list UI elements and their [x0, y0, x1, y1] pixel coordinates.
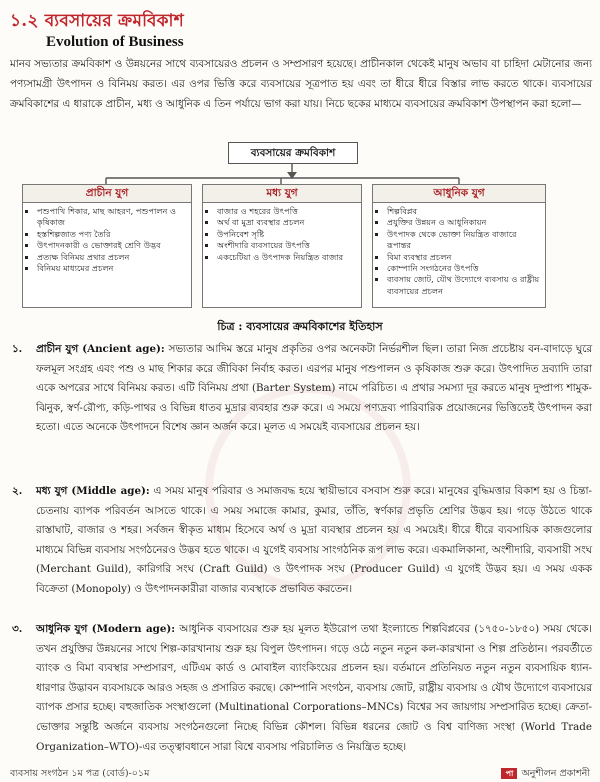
intro-paragraph: মানব সভ্যতার ক্রমবিকাশ ও উন্নয়নের সাথে ব্যবসায়েরও প্রচলন ও সম্প্রসারণ হয়েছে। প্রাচীনকাল থেকেই মানুষ অভাব বা চাহিদা মেটানোর জন্য পণ্যসামগ্রী উৎপাদন ও বিনিময় করত। এর ওপর ভিত্তি করে ব্যবসায়ের সূত্রপাত হয় এবং তা ধীরে ধীরে বিস্তার লাভ করতে থাকে। ব্যবসায়ের ক্রমবিকাশের এ ধারাকে প্রাচীন, মধ্য ও আধুনিক এ তিন পর্যায়ে ভাগ করা যায়। নিচে ছকের মাধ্যমে ব্যবসায়ের ক্রমবিকাশ উপস্থাপন করা হলো—: [10, 58, 592, 110]
entry-text: এ সময় মানুষ পরিবার ও সমাজবদ্ধ হয়ে স্থায়ীভাবে বসবাস শুরু করে। মানুষের বুদ্ধিমত্তার বিকাশ হয় ও চিন্তা-চেতনায় ব্যাপক পরিবর্তন আসতে থাকে। এ সময় সমাজে কামার, কুমার, তাঁতি, স্বর্ণকার প্রভৃতি শ্রেণির উদ্ভব হয়। গড়ে উঠতে থাকে রাস্তাঘাট, বাজার ও শহর। সর্বজন স্বীকৃত মাধ্যম হিসেবে অর্থ ও মুদ্রা ব্যবস্থার প্রচলন হয় এ সময়েই। ধীরে ধীরে ব্যবসায়িক কাজগুলোর মাধ্যমে বিভিন্ন ব্যবসায় সংগঠনেরও উদ্ভব হতে থাকে। এ যুগেই ব্যবসায় সাংগঠনিক রূপ লাভ করে। একমালিকানা, অংশীদারি, ব্যবসায়ী সংঘ (Merchant Guild), কারিগরি সংঘ (Craft Guild) ও উৎপাদক সংঘ (Producer Guild) এ যুগেই উদ্ভব হয়। এ সময় একক বিক্রেতা (Monopoly) ও উৎপাদনকারীরা বাজার ব্যবস্থাকে প্রভাবিত করতেন।: [36, 485, 592, 595]
section-subtitle: Evolution of Business: [46, 34, 184, 50]
page-footer: [10, 766, 590, 782]
caption-text: ব্যবসায়ের ক্রমবিকাশের ইতিহাস: [246, 320, 383, 333]
list-item: ▪ কোম্পানি সংগঠনের উৎপত্তি: [387, 263, 541, 274]
column-ancient-age: [22, 184, 192, 308]
section-title: ১.২ ব্যবসায়ের ক্রমবিকাশ: [10, 11, 184, 31]
entry-number: ১.: [12, 343, 23, 355]
list-item: ▪ উপনিবেশ সৃষ্টি: [217, 229, 357, 240]
evolution-diagram: [18, 134, 584, 314]
list-item: ▪ পশুপাখি শিকার, মাছ আহরণ, পশুপালন ও কৃষিকাজ: [37, 206, 187, 229]
list-item: ▪ উৎপাদনকারী ও ভোক্তারই শ্রেণি উদ্ভব: [37, 240, 187, 251]
column-title: আধুনিক যুগ: [373, 185, 545, 203]
entry-text: সভ্যতার আদিম স্তরে মানুষ প্রকৃতির ওপর অনেকটা নির্ভরশীল ছিল। তারা নিজ প্রচেষ্টায় বন-বাদাড়ে ঘুরে ফলমূল সংগ্রহ এবং পশু ও মাছ শিকার করে জীবিকা নির্বাহ করত। এরপর মানুষ পশুপালন ও কৃষিকাজ শুরু করে। উৎপাদিত দ্রব্যাদি তারা একে অপরের সাথে বিনিময় করত। এটি বিনিময় প্রথা (Barter System) নামে পরিচিত। এ প্রথার সমস্যা দূর করতে মানুষ দুষ্প্রাপ্য শামুক-ঝিনুক, স্বর্ণ-রৌপ্য, কড়ি-পাথর ও বিভিন্ন ধাতব মুদ্রার ব্যবহার শুরু করে। এ সময়ে পণ্যদ্রব্য পারিবারিক প্রয়োজনের ভিত্তিতেই উৎপাদন করা হতো। এতে অনেকে উৎপাদনে বিশেষ জ্ঞান অর্জন করে। মূলত এ সময়েই ব্যবসায়ের প্রচলন হয়।: [36, 343, 592, 434]
figure-caption: [0, 318, 600, 337]
list-item: ▪ বিনিময় মাধ্যমের প্রচলন: [37, 263, 187, 274]
footer-publisher: [501, 767, 590, 782]
column-title: মধ্য যুগ: [203, 185, 361, 203]
entry-number: ৩.: [12, 623, 23, 635]
list-item: ▪ বাজার ও শহরের উৎপত্তি: [217, 206, 357, 217]
list-entry-middle: [10, 482, 592, 620]
list-entry-modern: [10, 620, 592, 757]
entry-text: আধুনিক ব্যবসায়ের শুরু হয় মূলত ইউরোপ তথা ইংল্যান্ডে শিল্পবিপ্লবের (১৭৫০-১৮৫০) সময় থেকে। তখন প্রযুক্তির উন্নয়নের সাথে শিল্প-কারখানায় শুরু হয় বিপুল উৎপাদন। গড়ে ওঠে নতুন নতুন কল-কারখানা ও শিল্প প্রতিষ্ঠান। পরবর্তীতে ব্যাংক ও বিমা ব্যবস্থার সম্প্রসারণ, এটিএম কার্ড ও মোবাইল ব্যাংকিংয়ের প্রচলন হয়। বর্তমানে প্রতিনিয়ত নতুন নতুন ব্যবসায়িক ধ্যান-ধারণার উদ্ভাবন ব্যবসায়কে আরও সহজ ও প্রসারিত করছে। কোম্পানি সংগঠন, ব্যবসায় জোট, রাষ্ট্রীয় ব্যবসায় ও যৌথ উদ্যোগে ব্যবসায়ের ব্যাপক প্রসার হচ্ছে। বহুজাতিক সংস্থাগুলো (Multinational Corporations–MNCs) বিশ্বের সব জায়গায় সম্প্রসারিত হচ্ছে। ক্রেতা-ভোক্তার সন্তুষ্টি অর্জনে ব্যবসায় সংগঠনগুলো নিচ্ছে বিভিন্ন কৌশল। বিভিন্ন ধরনের জোট ও বিশ্ব বাণিজ্য সংস্থা (World Trade Organization–WTO)-এর তত্ত্বাবধানে সারা বিশ্বে ব্যবসায় পরিচালিত ও নিয়ন্ত্রিত হচ্ছে।: [36, 623, 592, 753]
list-item: ▪ প্রযুক্তির উন্নয়ন ও আধুনিকায়ন: [387, 217, 541, 228]
publisher-name: অনুশীলন প্রকাশনী: [521, 768, 590, 779]
list-item: ▪ প্রত্যক্ষ বিনিময় প্রথার প্রচলন: [37, 252, 187, 263]
list-item: ▪ অংশীদারি ব্যবসায়ের উৎপত্তি: [217, 240, 357, 251]
list-item: ▪ উৎপাদক থেকে ভোক্তা নিয়ন্ত্রিত বাজারে রূপান্তর: [387, 229, 541, 252]
list-item: ▪ ব্যবসায় জোট, যৌথ উদ্যোগে ব্যবসায় ও রাষ্ট্রীয় ব্যবসায়ের প্রচলন: [387, 274, 541, 297]
caption-label: চিত্র :: [217, 320, 243, 333]
diagram-root: ব্যবসায়ের ক্রমবিকাশ: [228, 142, 358, 164]
entry-heading: আধুনিক যুগ (Modern age):: [36, 623, 176, 635]
list-item: ▪ অর্থ বা মুদ্রা ব্যবস্থার প্রচলন: [217, 217, 357, 228]
numbered-list: [10, 340, 592, 757]
column-middle-age: [202, 184, 362, 308]
list-item: ▪ বিমা ব্যবস্থার প্রচলন: [387, 252, 541, 263]
list-entry-ancient: [10, 340, 592, 482]
publisher-logo-icon: পা: [501, 768, 517, 779]
list-item: ▪ শিল্পবিপ্লব: [387, 206, 541, 217]
list-item: ▪ হস্তশিল্পজাত পণ্য তৈরি: [37, 229, 187, 240]
footer-book-title: ব্যবসায় সংগঠন ১ম পত্র (বোর্ড)-০১ম: [10, 768, 150, 779]
column-title: প্রাচীন যুগ: [23, 185, 191, 203]
entry-heading: মধ্য যুগ (Middle age):: [36, 485, 150, 497]
column-modern-age: [372, 184, 546, 308]
list-item: ▪ একচেটিয়া ও উৎপাদক নিয়ন্ত্রিত বাজার: [217, 252, 357, 263]
entry-number: ২.: [12, 485, 23, 497]
entry-heading: প্রাচীন যুগ (Ancient age):: [36, 343, 165, 355]
